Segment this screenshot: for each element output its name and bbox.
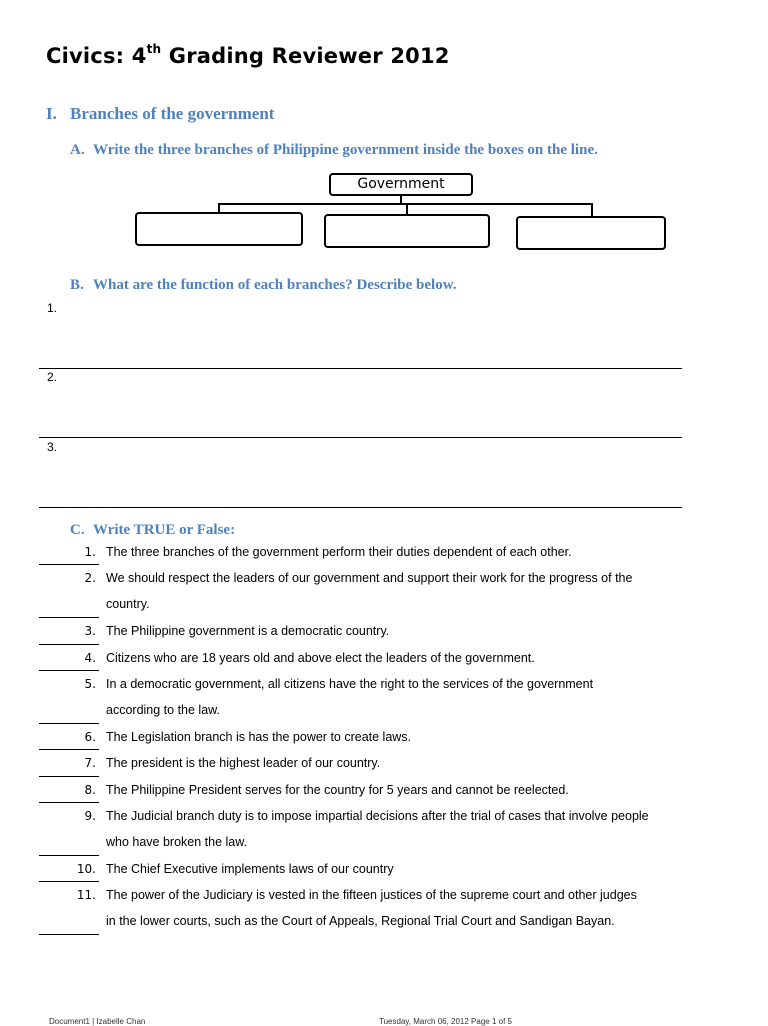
question-number: 2. — [84, 571, 96, 586]
part-b-letter: B. — [70, 277, 84, 293]
answer-blank[interactable] — [39, 855, 99, 856]
answer-blank[interactable] — [39, 670, 99, 671]
answer-blank[interactable] — [39, 881, 99, 882]
question-text-line: country. — [106, 597, 150, 612]
question-number: 6. — [84, 729, 96, 744]
question-text — [106, 671, 686, 723]
answer-number: 1. — [47, 301, 58, 315]
answer-blank[interactable] — [39, 802, 99, 803]
question-number: 1. — [84, 545, 96, 559]
section-label: Branches of the government — [70, 104, 275, 123]
question-text — [106, 856, 686, 882]
answer-line[interactable] — [39, 368, 682, 369]
title-rest: Grading Reviewer 2012 — [161, 44, 450, 68]
question-text-line: The Philippine government is a democratic country. — [106, 624, 390, 639]
question-text-line: The Legislation branch is has the power to create laws. — [106, 729, 412, 744]
question-number: 10. — [76, 861, 96, 876]
question-text-line: The three branches of the government perform their duties dependent of each other. — [106, 545, 572, 559]
footer-right: Tuesday, March 06, 2012 Page 1 of 5 — [379, 1017, 512, 1026]
title-main: Civics: 4 — [46, 44, 147, 68]
question-number: 5. — [84, 677, 96, 691]
answer-number: 2. — [47, 370, 58, 384]
answer-blank[interactable] — [39, 644, 99, 645]
question-number: 11. — [76, 888, 96, 903]
question-text-line: The Chief Executive implements laws of our country — [106, 861, 394, 876]
question-text-line: We should respect the leaders of our government and support their work for the progress of the — [106, 571, 633, 586]
question-number: 4. — [84, 650, 96, 665]
part-c-letter: C. — [70, 522, 85, 538]
question-text-line: who have broken the law. — [106, 835, 248, 849]
question-text — [106, 539, 686, 565]
answer-line[interactable] — [39, 507, 682, 508]
connector-line — [591, 203, 593, 217]
answer-blank[interactable] — [39, 934, 99, 935]
branch-answer-box[interactable] — [516, 216, 666, 250]
government-box: Government — [329, 173, 473, 196]
question-text — [106, 803, 686, 855]
answer-number: 3. — [47, 440, 58, 454]
footer-left: Document1 | Izabelle Chan — [49, 1017, 146, 1026]
question-text — [106, 750, 686, 776]
question-text-line: Citizens who are 18 years old and above elect the leaders of the government. — [106, 650, 535, 665]
section-number: I. — [46, 104, 57, 123]
question-text — [106, 777, 686, 803]
answer-blank[interactable] — [39, 776, 99, 777]
question-text-line: The Philippine President serves for the country for 5 years and cannot be reelected. — [106, 782, 569, 797]
question-number: 8. — [84, 782, 96, 797]
part-b-heading — [70, 277, 456, 294]
answer-line[interactable] — [39, 437, 682, 438]
question-text-line: The Judicial branch duty is to impose impartial decisions after the trial of cases that involve people — [106, 809, 649, 823]
title-superscript: th — [146, 42, 162, 56]
question-text — [106, 645, 686, 671]
question-text-line: The president is the highest leader of our country. — [106, 756, 381, 771]
question-text-line: according to the law. — [106, 703, 220, 717]
answer-blank[interactable] — [39, 749, 99, 750]
question-number: 7. — [84, 756, 96, 771]
page-title — [46, 44, 450, 68]
question-text — [106, 724, 686, 750]
part-c-heading — [70, 522, 235, 539]
question-number: 3. — [84, 624, 96, 639]
answer-blank[interactable] — [39, 617, 99, 618]
question-text — [106, 882, 686, 934]
question-text — [106, 618, 686, 644]
part-a-heading — [70, 142, 598, 159]
part-c-instruction: Write TRUE or False: — [93, 522, 236, 538]
question-text-line: In a democratic government, all citizens have the right to the services of the government — [106, 677, 594, 691]
answer-blank[interactable] — [39, 723, 99, 724]
section-heading — [46, 104, 274, 124]
answer-blank[interactable] — [39, 564, 99, 565]
part-a-instruction: Write the three branches of Philippine government inside the boxes on the line. — [93, 142, 598, 158]
part-b-instruction: What are the function of each branches? Describe below. — [93, 277, 457, 293]
part-a-letter: A. — [70, 142, 85, 158]
branch-answer-box[interactable] — [135, 212, 303, 246]
question-text — [106, 565, 686, 617]
question-text-line: The power of the Judiciary is vested in the fifteen justices of the supreme court and other judges — [106, 888, 637, 903]
question-number: 9. — [84, 809, 96, 823]
question-text-line: in the lower courts, such as the Court of Appeals, Regional Trial Court and Sandigan Bayan. — [106, 914, 615, 929]
branch-answer-box[interactable] — [324, 214, 490, 248]
